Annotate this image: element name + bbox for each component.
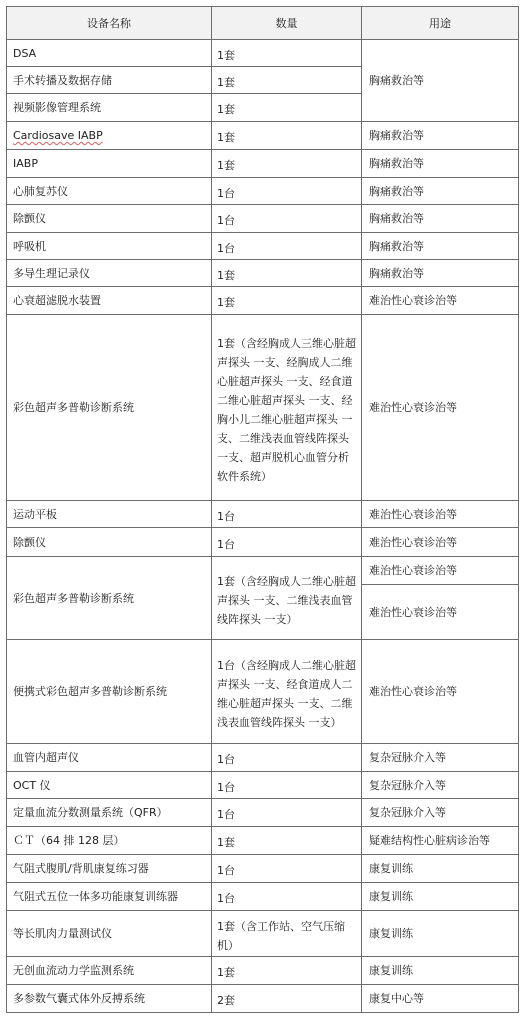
cell-quantity: 1套	[212, 94, 362, 122]
table-row	[7, 957, 519, 985]
equipment-table	[6, 6, 519, 1013]
cell-quantity: 1套	[212, 150, 362, 178]
cell-equipment-name: 定量血流分数测量系统（QFR）	[7, 799, 212, 827]
cell-quantity: 1套	[212, 122, 362, 150]
cell-quantity: 1套（含经胸成人二维心脏超声探头 一支、二维浅表血管线阵探头 一支）	[212, 557, 362, 640]
cell-quantity: 1台	[212, 883, 362, 911]
cell-quantity: 1台	[212, 528, 362, 557]
table-row	[7, 985, 519, 1013]
table-row	[7, 744, 519, 772]
cell-equipment-name: 多参数气囊式体外反搏系统	[7, 985, 212, 1013]
cell-usage: 康复中心等	[362, 985, 519, 1013]
cell-equipment-name: 心衰超滤脱水装置	[7, 287, 212, 315]
cell-usage: 难治性心衰诊治等	[362, 287, 519, 315]
cell-usage: 复杂冠脉介入等	[362, 772, 519, 799]
cell-equipment-name: 多导生理记录仪	[7, 260, 212, 287]
cell-equipment-name: 除颤仪	[7, 528, 212, 557]
table-row	[7, 260, 519, 287]
cell-equipment-name: Cardiosave IABP	[13, 129, 103, 142]
equipment-document	[6, 6, 518, 1013]
table-row	[7, 799, 519, 827]
cell-quantity: 1台	[212, 205, 362, 233]
cell-usage: 胸痛救治等	[362, 150, 519, 178]
cell-equipment-name: 气阻式腹肌/背肌康复练习器	[7, 855, 212, 883]
cell-equipment-name: 呼吸机	[7, 233, 212, 260]
cell-usage: 胸痛救治等	[362, 40, 519, 122]
cell-quantity: 1套	[212, 957, 362, 985]
table-row	[7, 640, 519, 744]
cell-equipment-name: 无创血流动力学监测系统	[7, 957, 212, 985]
table-row	[7, 855, 519, 883]
cell-equipment-name: 运动平板	[7, 501, 212, 528]
cell-usage: 康复训练	[362, 957, 519, 985]
table-row	[7, 40, 519, 67]
table-row	[7, 501, 519, 528]
cell-quantity: 1台	[212, 772, 362, 799]
cell-equipment-name: IABP	[7, 150, 212, 178]
cell-equipment-name: 血管内超声仪	[7, 744, 212, 772]
cell-usage: 康复训练	[362, 911, 519, 957]
cell-quantity: 1台（含经胸成人二维心脏超声探头 一支、经食道成人二维心脏超声探头 一支、二维浅表血管线阵探头 一支）	[212, 640, 362, 744]
table-row	[7, 883, 519, 911]
cell-usage: 胸痛救治等	[362, 260, 519, 287]
cell-quantity: 1套	[212, 260, 362, 287]
cell-usage: 康复训练	[362, 883, 519, 911]
table-row	[7, 122, 519, 150]
table-row	[7, 178, 519, 205]
table-row	[7, 233, 519, 260]
cell-usage: 难治性心衰诊治等	[362, 501, 519, 528]
table-header-row	[7, 7, 519, 40]
cell-equipment-name: 手术转播及数据存储	[7, 67, 212, 94]
cell-usage: 胸痛救治等	[362, 178, 519, 205]
cell-usage: 疑难结构性心脏病诊治等	[362, 827, 519, 855]
table-row	[7, 150, 519, 178]
cell-usage: 胸痛救治等	[362, 122, 519, 150]
table-row	[7, 287, 519, 315]
cell-equipment-name: 彩色超声多普勒诊断系统	[7, 557, 212, 640]
cell-usage: 难治性心衰诊治等	[362, 557, 519, 585]
cell-quantity: 1套	[212, 40, 362, 67]
cell-equipment-name: ＣＴ（64 排 128 层）	[7, 827, 212, 855]
table-row	[7, 827, 519, 855]
table-row	[7, 557, 519, 585]
cell-quantity: 1台	[212, 744, 362, 772]
cell-quantity: 1台	[212, 799, 362, 827]
cell-quantity: 1台	[212, 233, 362, 260]
cell-equipment-name: 便携式彩色超声多普勒诊断系统	[7, 640, 212, 744]
header-equipment-name: 设备名称	[7, 7, 212, 40]
cell-usage: 难治性心衰诊治等	[362, 315, 519, 501]
cell-quantity: 1套（含工作站、空气压缩机）	[212, 911, 362, 957]
cell-usage: 难治性心衰诊治等	[362, 585, 519, 640]
cell-equipment-name: 等长肌肉力量测试仪	[7, 911, 212, 957]
cell-usage: 复杂冠脉介入等	[362, 744, 519, 772]
cell-equipment-name: 除颤仪	[7, 205, 212, 233]
cell-quantity: 1台	[212, 501, 362, 528]
cell-equipment-name: DSA	[7, 40, 212, 67]
cell-quantity: 1台	[212, 178, 362, 205]
cell-equipment-name: 彩色超声多普勒诊断系统	[7, 315, 212, 501]
cell-usage: 难治性心衰诊治等	[362, 528, 519, 557]
header-quantity: 数量	[212, 7, 362, 40]
cell-quantity: 1台	[212, 855, 362, 883]
cell-quantity: 1套（含经胸成人三维心脏超声探头 一支、经胸成人二维心脏超声探头 一支、经食道二维心脏超声探头 一支、经胸小儿二维心脏超声探头 一支、二维浅表血管线阵探头 一支、超声脱机心血管分析软件系统）	[212, 315, 362, 501]
cell-usage: 复杂冠脉介入等	[362, 799, 519, 827]
table-row	[7, 205, 519, 233]
cell-usage: 胸痛救治等	[362, 205, 519, 233]
cell-quantity: 2套	[212, 985, 362, 1013]
cell-usage: 难治性心衰诊治等	[362, 640, 519, 744]
cell-equipment-name: 气阻式五位一体多功能康复训练器	[7, 883, 212, 911]
cell-usage: 康复训练	[362, 855, 519, 883]
header-usage: 用途	[362, 7, 519, 40]
cell-equipment-name: 视频影像管理系统	[7, 94, 212, 122]
cell-equipment-name: 心肺复苏仪	[7, 178, 212, 205]
table-row	[7, 315, 519, 501]
cell-usage: 胸痛救治等	[362, 233, 519, 260]
cell-quantity: 1套	[212, 67, 362, 94]
table-row	[7, 528, 519, 557]
table-row	[7, 911, 519, 957]
cell-quantity: 1套	[212, 287, 362, 315]
cell-quantity: 1套	[212, 827, 362, 855]
table-row	[7, 772, 519, 799]
cell-equipment-name: OCT 仪	[7, 772, 212, 799]
